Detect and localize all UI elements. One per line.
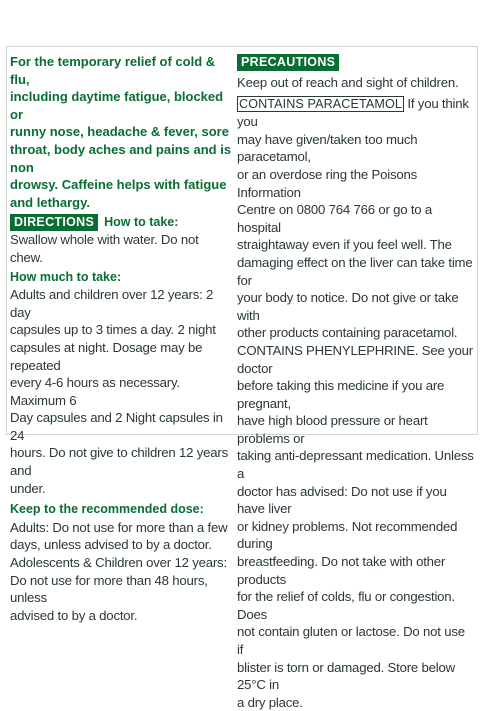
directions-row (10, 214, 232, 231)
adults-text: Adults: Do not use for more than a few days, unless advised to by a doctor. (10, 519, 228, 553)
how-much-heading: How much to take: (10, 269, 122, 284)
directions-heading: DIRECTIONS (10, 214, 98, 231)
paracetamol-text-first: If you think you (237, 95, 469, 130)
product-intro: For the temporary relief of cold & flu, including daytime fatigue, blocked or runny nose, headache & fever, sore throat, body aches and pains and is non drowsy. Caffeine helps with fatigue and lethargy. (10, 54, 232, 210)
precautions-heading: PRECAUTIONS (237, 54, 339, 71)
right-column (237, 53, 474, 711)
keep-out-text: Keep out of reach and sight of children. (237, 75, 459, 90)
how-to-take-text: Swallow whole with water. Do not chew. (10, 232, 199, 265)
how-to-take-heading: How to take: (104, 215, 179, 230)
how-much-text: Adults and children over 12 years: 2 day capsules up to 3 times a day. 2 night capsules at night. Dosage may be repeated every 4-6 hours as necessary. Maximum 6 Day capsules and 2 Night capsules in 24 hours. Do not give to children 12 years and under. (10, 287, 228, 496)
left-column (10, 53, 232, 624)
contains-paracetamol-label: CONTAINS PARACETAMOL (239, 96, 402, 111)
paracetamol-warning (237, 95, 474, 342)
recommended-dose-heading: Keep to the recommended dose: (10, 502, 204, 517)
phenylephrine-text: CONTAINS PHENYLEPHRINE. See your doctor before taking this medicine if you are pregnant, have high blood pressure or heart problems or taking anti-depressant medication. Unless a doctor has advised: Do not use if you have liver or kidney problems. Not recommended during breastfeeding. Do not take with other products for the relief of colds, flu or congestion. Does not contain gluten or lactose. Do not use if blister is torn or damaged. Store below 25°C in a dry place. (237, 342, 474, 710)
paracetamol-text-rest: may have given/taken too much paracetamol, or an overdose ring the Poisons Information Centre on 0800 764 766 or go to a hospital straightaway even if you feel well. The damaging effect on the liver can take time for your body to notice. Do not give or take with other products containing paracetamol. (237, 131, 473, 341)
adolescents-text: Adolescents & Children over 12 years: Do not use for more than 48 hours, unless advised to by a doctor. (10, 555, 227, 623)
